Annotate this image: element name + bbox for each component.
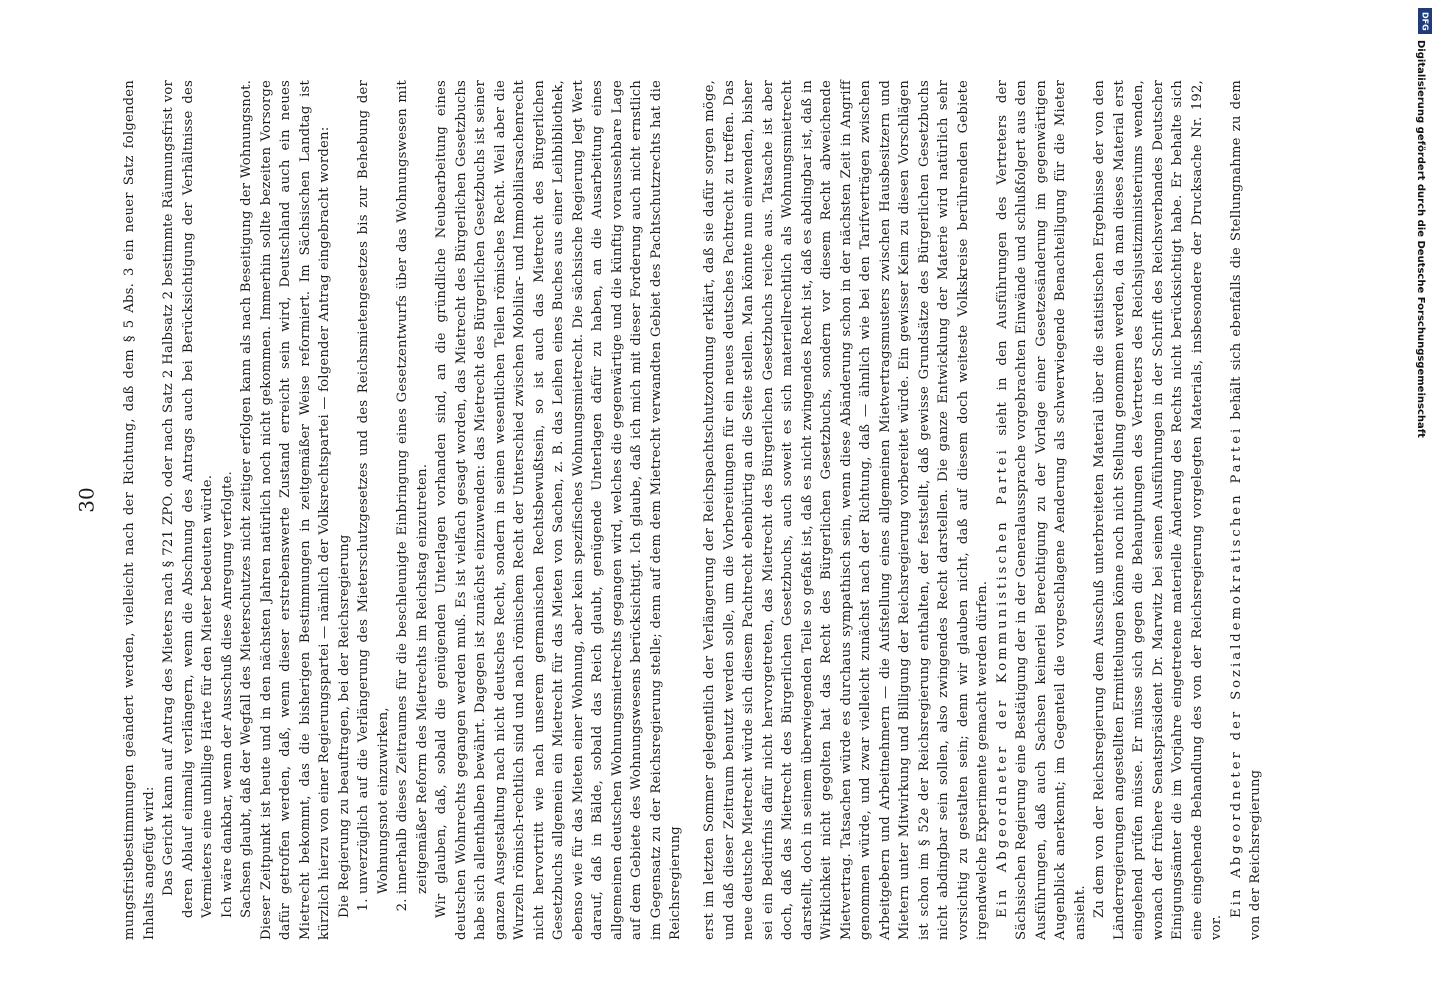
left-paragraph-3: Ich wäre dankbar, wenn der Ausschuß diese Anregung verfolgte. bbox=[219, 471, 235, 918]
left-paragraph-4: Sachsen glaubt, daß der Wegfall des Mieterschutzes nicht zeitiger erfolgen kann als nach Beseitigung der Wohnungsnot. Dieser Zeitpunkt ist heute und in den nächsten Jahren natürlich noch nicht gekommen. Immerhin sollte bezeiten Vorsorge dafür getroffen werden, daß, wenn dieser erstrebenswerte Zustand erreicht sein wird, Deutschland auch ein neues Mietrecht bekommt, das die bisherigen Bestimmungen in zeitgemäßer Weise reformiert. Im Sächsischen Landtag ist kürzlich hierzu von einer Regierungspartei — nämlich der Volksrechtspartei — folgender Antrag eingebracht worden: bbox=[239, 80, 332, 940]
right-column-body bbox=[700, 80, 1266, 940]
right-paragraph-3: Zu dem von der Reichsregierung dem Ausschuß unterbreiteten Material über die statistischen Ergebnisse der von den Länderregierungen angestellten Ermittelungen könne noch nicht Stellung genommen werden, da man dieses Material erst eingehend prüfen müsse. Er müsse sich gegen die Behauptungen des Vertreters des Reichsjustizministeriums wenden, wonach der frühere Senatspräsident Dr. Marwitz bei seinen Ausführungen in der Schrift des Reichsverbandes Deutscher Einigungsämter die im Vorjahre eingetretene materielle Änderung des Rechts nicht berücksichtigt habe. Er behalte sich eine eingehende Behandlung des von der Reichsregierung vorgelegten Materials, insbesondere der Drucksache Nr. 192, vor. bbox=[1092, 80, 1224, 940]
speaker-social-democrat: Ein Abgeordneter der Sozialdemokratischen Partei bbox=[1228, 425, 1244, 918]
right-paragraph-1: erst im letzten Sommer gelegentlich der Verlängerung der Reichspachtschutzordnung erklärt, daß sie dafür sorgen möge, und daß dieser Zeitraum benutzt werden solle, um die Vorbereitungen für ein neues deutsches Pachtrecht zu treffen. Das neue deutsche Mietrecht würde sich diesem Pachtrecht ebenbürtig an die Seite stellen. Man könnte nun einwenden, bisher sei ein Bedürfnis dafür nicht hervorgetreten, das Mietrecht des Bürgerlichen Gesetzbuchs reiche aus. Tatsache ist aber doch, daß das Mietrecht des Bürgerlichen Gesetzbuchs, auch soweit es sich materiellrechtlich als Wohnungsmietrecht darstellt, doch in seinem überwiegenden Teile so gefaßt ist, daß es nicht zwingendes Recht ist, daß es abdingbar ist, daß in Wirklichkeit nicht gegolten hat das Recht des Bürgerlichen Gesetzbuchs, sondern vor diesem Recht abweichende Mietvertrag. Tatsachen würde es durchaus sympathisch sein, wenn diese Abänderung schon in der nächsten Zeit in Angriff genommen würde, und zwar vielleicht zunächst nach der Richtung, daß — ähnlich wie bei den Tarifverträgen zwischen Arbeitgebern und Arbeitnehmern — die Aufstellung eines allgemeinen Mietvertragsmusters zwischen Hausbesitzern und Mietern unter Mitwirkung und Billigung der Reichsregierung vorbereitet würde. Ein gewisser Keim zu diesen Vorschlägen ist schon im § 52e der Reichsregierung enthalten, der feststellt, daß gewisse Grundsätze des Bürgerlichen Gesetzbuchs nicht abdingbar sein sollen, also zwingendes Recht darstellen. Die ganze Entwicklung der Materie wird natürlich sehr vorsichtig zu gestalten sein; denn wir glauben nicht, daß auf diesem doch weiteste Volkskreise berührenden Gebiete irgendwelche Experimente gemacht werden dürfen. bbox=[702, 80, 990, 940]
left-paragraph-2: Das Gericht kann auf Antrag des Mieters nach § 721 ZPO. oder nach Satz 2 Halbsatz 2 bestimmte Räumungsfrist vor deren Ablauf einmalig verlängern, wenn die Abschnung des Antrags auch bei Berücksichtigung der Verhältnisse des Vermieters eine unbillige Härte für den Mieter bedeuten würde. bbox=[161, 80, 215, 918]
right-paragraph-4-text: behält sich ebenfalls die Stellungnahme zu dem von der Reichsregierung bbox=[1228, 80, 1263, 940]
right-paragraph-2-text: sieht in den Ausführungen des Vertreters der Sächsischen Regierung eine Bestätigung der in der Generalaussprache vorgebrachten Einwände und schlußfolgert aus den Ausführungen, daß auch Sachsen keinerlei Berechtigung zu der Vorlage einer Gesetzesänderung im gegenwärtigen Augenblick anerkennt; im Gegenteil die vorgeschlagene Aenderung als schwerwiegende Benachteiligung für die Mieter ansieht. bbox=[994, 80, 1088, 940]
left-paragraph-5: Die Regierung zu beauftragen, bei der Reichsregierung bbox=[336, 534, 352, 918]
speaker-communist: Ein Abgeordneter der Kommunistischen Partei bbox=[994, 447, 1010, 918]
motion-list bbox=[354, 80, 432, 940]
motion-item-2: 2. innerhalb dieses Zeitraumes für die beschleunigte Einbringung eines Gesetzentwurfs über das Wohnungswesen mit zeitgemäßer Reform des Mietrechts im Reichstag einzutreten. bbox=[393, 80, 432, 894]
digitization-credit: Digitalisierung gefördert durch die Deutsche Forschungsgemeinschaft bbox=[1415, 40, 1426, 438]
left-paragraph-6: Wir glauben, daß, sobald die genügenden Unterlagen vorhanden sind, an die gründliche Neubearbeitung eines deutschen Wohnrechts gegangen werden muß. Es ist vielfach gesagt worden, das Mietrecht des Bürgerlichen Gesetzbuchs habe sich allenthalben bewährt. Dagegen ist zunächst einzuwenden: das Mietrecht des Bürgerlichen Gesetzbuchs ist seiner ganzen Ausgestaltung nach nicht deutsches Recht, sondern in seinen wesentlichen Teilen römisches Recht. Weil aber die Wurzeln römisch-rechtlich sind und nach römischem Recht der Unterschied zwischen Mobiliar- und Immobiliarsachenrecht nicht hervortritt wie nach unserem germanischen Rechtsbewußtsein, so ist auch das Mietrecht des Bürgerlichen Gesetzbuchs allgemein ein Mietrecht für das Mieten von Sachen, z. B. das Leihen eines Buches aus einer Leihbibliothek, ebenso wie für das Mieten einer Wohnung, aber kein spezifisches Wohnungsmietrecht. Die sächsische Regierung legt Wert darauf, daß in Bälde, sobald das Reich glaubt, genügende Unterlagen dafür zu haben, an die Ausarbeitung eines allgemeinen deutschen Wohnungsmietrechts gegangen wird, welches die gegenwärtige und die künftig voraussehbare Lage auf dem Gebiete des Wohnungswesens berücksichtigt. Ich glaube, daß ich mich mit dieser Forderung auch nicht ernstlich im Gegensatz zu der Reichsregierung stelle; denn auf dem dem Mietrecht verwandten Gebiet des Pachtschutzrechts hat die Reichsregierung bbox=[434, 80, 683, 940]
page-number: 30 bbox=[74, 487, 99, 513]
right-paragraph-4 bbox=[1227, 80, 1266, 940]
motion-item-1: 1. unverzüglich auf die Verlängerung des Mieterschutzgesetzes und des Reichsmietengesetzes bis zur Behebung der Wohnungsnot einzuwirken, bbox=[354, 80, 393, 894]
left-paragraph-1: mungsfristbestimmungen geändert werden, vielleicht nach der Richtung, daß dem § 5 Abs. 3 ein neuer Satz folgenden Inhalts angefügt wird: bbox=[122, 80, 157, 940]
left-column bbox=[120, 80, 686, 940]
dfg-logo: DFG bbox=[1418, 8, 1432, 34]
right-paragraph-2 bbox=[993, 80, 1091, 940]
